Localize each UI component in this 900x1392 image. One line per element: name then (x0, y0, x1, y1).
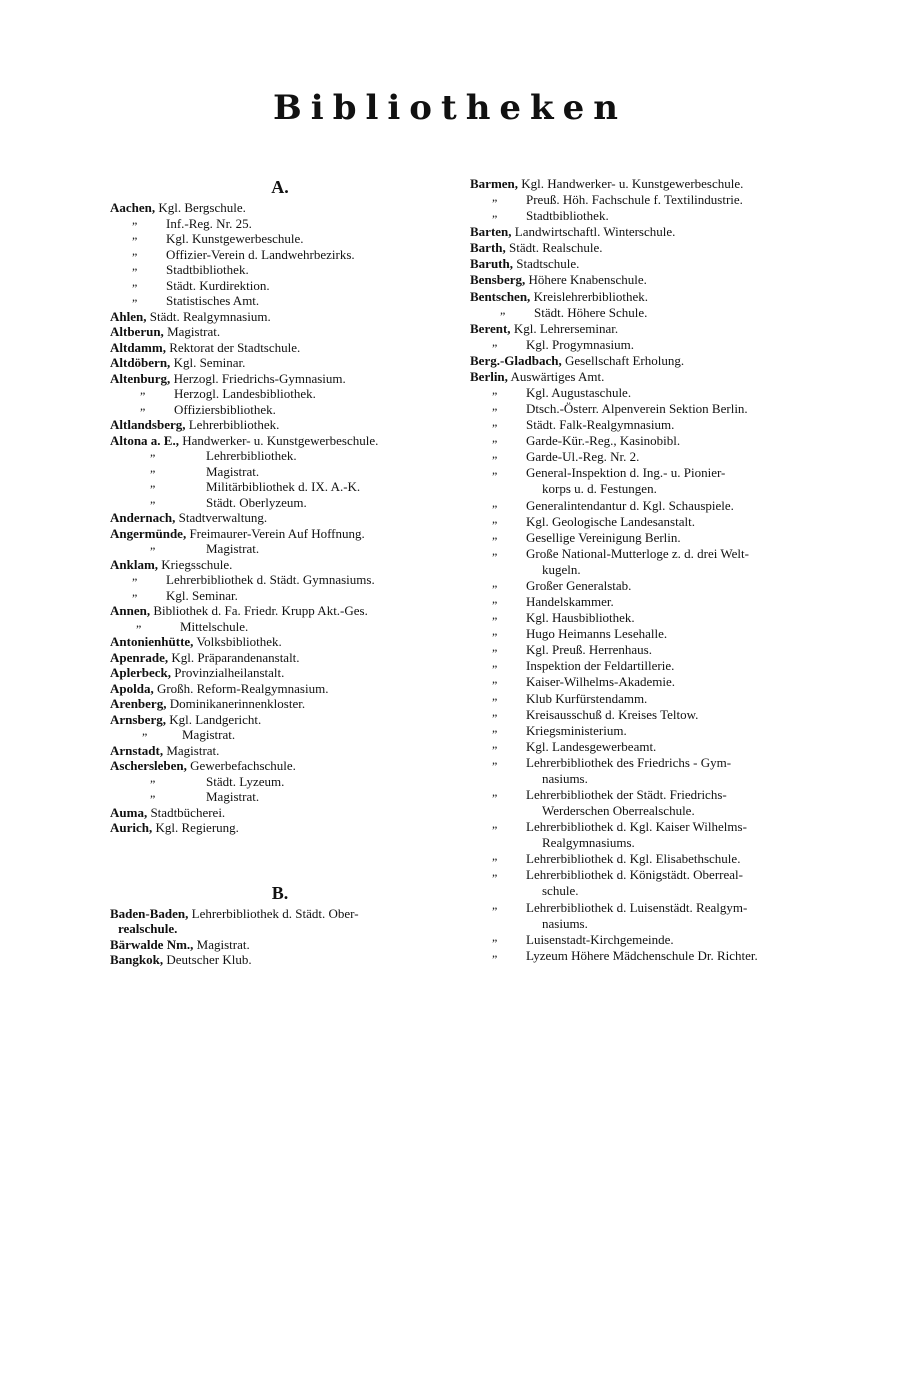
library-entry (470, 240, 815, 256)
library-entry (470, 916, 815, 932)
ditto-mark: ” (132, 249, 138, 264)
ditto-mark: ” (492, 212, 498, 227)
institution-name: Werderschen Oberrealschule. (542, 803, 695, 819)
city-name: Arnsberg, (110, 711, 166, 727)
library-entry (470, 883, 815, 899)
city-name: Anklam, (110, 556, 159, 572)
ditto-mark: ” (492, 196, 498, 211)
ditto-mark: ” (492, 726, 498, 741)
institution-name: Landwirtschaftl. Winterschule. (514, 224, 676, 240)
ditto-mark: ” (136, 621, 142, 636)
library-entry (470, 465, 815, 484)
institution-name: Garde-Ul.-Reg. Nr. 2. (526, 449, 640, 465)
institution-name: Städt. Realschule. (509, 240, 603, 256)
ditto-mark: ” (150, 497, 156, 512)
library-entry (470, 626, 815, 645)
library-entry (470, 385, 815, 404)
institution-name: Lehrerbibliothek d. Luisenstädt. Realgym- (526, 899, 748, 915)
institution-name: Inspektion der Feldartillerie. (526, 658, 675, 674)
city-name: Altenburg, (110, 370, 171, 386)
city-name: Altdöbern, (110, 355, 171, 370)
ditto-mark: ” (150, 544, 156, 558)
letter-heading: A. (271, 177, 289, 197)
city-name: Arenberg, (110, 696, 167, 711)
institution-name: Provinzialheilanstalt. (174, 665, 285, 680)
ditto-mark: ” (492, 935, 498, 950)
library-entry (110, 727, 450, 743)
library-entry (470, 305, 815, 321)
library-entry (470, 272, 815, 288)
city-name: Apolda, (110, 680, 154, 696)
library-entry (110, 820, 450, 836)
library-entry (110, 758, 450, 774)
ditto-mark: ” (150, 466, 156, 481)
institution-name: Städt. Oberlyzeum. (206, 494, 307, 510)
library-entry (110, 619, 450, 635)
library-entry (110, 603, 450, 619)
library-entry (110, 921, 450, 937)
city-name: Aplerbeck, (110, 665, 172, 680)
city-name: Arnstadt, (110, 742, 164, 758)
city-name: Altona a. E., (110, 432, 179, 448)
library-entry (110, 937, 450, 953)
library-entry (470, 369, 815, 385)
institution-name: Kriegsschule. (161, 556, 233, 572)
right-column (470, 176, 815, 964)
ditto-mark: ” (492, 405, 498, 420)
library-entry (110, 278, 450, 294)
library-entry (110, 526, 450, 542)
ditto-mark: ” (492, 598, 498, 613)
library-entry (470, 610, 815, 629)
institution-name: Stadtverwaltung. (178, 510, 268, 525)
city-name: Barth, (470, 240, 506, 256)
page-title: Bibliotheken (273, 88, 627, 128)
library-entry (470, 674, 815, 693)
library-entry (110, 386, 450, 402)
library-entry (470, 771, 815, 787)
library-entry (470, 658, 815, 677)
library-entry (110, 433, 450, 449)
library-entry (470, 514, 815, 530)
institution-name: Kgl. Landesgewerbeamt. (526, 738, 657, 754)
institution-name: Hugo Heimanns Lesehalle. (526, 626, 668, 642)
left-column (110, 176, 450, 968)
institution-name: Lehrerbibliothek. (206, 448, 297, 463)
institution-name: Handwerker- u. Kunstgewerbeschule. (182, 432, 379, 448)
institution-name: Rektorat der Stadtschule. (169, 339, 301, 355)
city-name: Aurich, (110, 820, 153, 835)
library-entry (470, 353, 815, 369)
institution-name: Statistisches Amt. (166, 293, 260, 308)
institution-name: Offiziersbibliothek. (174, 401, 276, 417)
ditto-mark: ” (492, 678, 498, 693)
institution-name: Stadtschule. (516, 256, 580, 272)
city-name: Berent, (470, 320, 511, 336)
library-entry (110, 557, 450, 573)
library-entry (110, 371, 450, 387)
ditto-mark: ” (132, 280, 138, 295)
library-entry (110, 464, 450, 480)
institution-name: Volksbibliothek. (196, 634, 282, 649)
institution-name: Lehrerbibliothek. (188, 417, 280, 432)
library-entry (470, 208, 815, 227)
institution-name: Städt. Realgymnasium. (149, 308, 271, 324)
institution-name: Städt. Kurdirektion. (166, 277, 270, 293)
library-entry (470, 417, 815, 436)
institution-name: Magistrat. (182, 727, 236, 742)
ditto-mark: ” (492, 630, 498, 645)
library-entry (110, 588, 450, 604)
ditto-mark: ” (492, 517, 498, 532)
ditto-mark: ” (492, 469, 498, 484)
library-entry (110, 309, 450, 325)
library-entry (470, 449, 815, 468)
library-entry (470, 948, 815, 964)
library-entry (110, 634, 450, 650)
institution-name: Magistrat. (167, 324, 221, 339)
city-name: Antonienhütte, (110, 634, 194, 649)
city-name: Ahlen, (110, 308, 147, 324)
city-name: Bärwalde Nm., (110, 936, 194, 952)
library-entry (470, 401, 815, 420)
city-name: Baden-Baden, (110, 905, 189, 921)
library-entry (470, 867, 815, 886)
library-entry (110, 650, 450, 666)
library-entry (470, 723, 815, 739)
ditto-mark: ” (492, 437, 498, 452)
library-entry (110, 789, 450, 805)
ditto-mark: ” (150, 482, 156, 496)
library-entry (470, 578, 815, 594)
institution-name: Kreislehrerbibliothek. (533, 288, 648, 304)
ditto-mark: ” (142, 730, 148, 744)
ditto-mark: ” (132, 296, 138, 310)
institution-name: Magistrat. (166, 742, 220, 758)
ditto-mark: ” (492, 421, 498, 436)
institution-name: Gesellige Vereinigung Berlin. (526, 529, 681, 545)
library-entry (470, 835, 815, 851)
city-name: Auma, (110, 804, 148, 820)
library-entry (110, 681, 450, 697)
institution-name: Lehrerbibliothek der Städt. Friedrichs- (526, 786, 727, 802)
institution-name: Kgl. Seminar. (166, 587, 238, 603)
library-entry (110, 906, 450, 922)
ditto-mark: ” (132, 575, 138, 589)
institution-name: Lehrerbibliothek d. Kgl. Kaiser Wilhelms- (526, 819, 747, 835)
letter-heading: B. (271, 882, 289, 903)
institution-name: Generalintendantur d. Kgl. Schauspiele. (526, 497, 734, 513)
institution-name: Kgl. Geologische Landesanstalt. (526, 513, 695, 529)
city-name: Bensberg, (470, 272, 526, 288)
library-entry (110, 774, 450, 790)
library-entry (470, 321, 815, 337)
ditto-mark: ” (492, 581, 498, 596)
city-name: Barmen, (470, 176, 519, 191)
institution-name: Stadtbücherei. (150, 804, 226, 820)
library-entry (470, 481, 815, 497)
library-entry (110, 417, 450, 433)
institution-name: Höhere Knabenschule. (528, 272, 647, 288)
library-entry (470, 803, 815, 819)
city-name: Apenrade, (110, 649, 169, 665)
library-entry (110, 510, 450, 526)
city-name: Altlandsberg, (110, 417, 186, 432)
ditto-mark: ” (492, 340, 498, 355)
institution-name: Stadtbibliothek. (166, 262, 249, 277)
institution-name: Militärbibliothek d. IX. A.-K. (206, 479, 361, 494)
institution-name: Kgl. Seminar. (173, 355, 246, 370)
library-entry (470, 755, 815, 771)
ditto-mark: ” (492, 710, 498, 725)
institution-name: Magistrat. (196, 936, 250, 952)
library-entry (470, 337, 815, 353)
ditto-mark: ” (492, 790, 498, 805)
institution-name: Kgl. Preuß. Herrenhaus. (526, 642, 652, 658)
ditto-mark: ” (132, 265, 138, 279)
library-entry (470, 594, 815, 613)
institution-name: Kgl. Präparandenanstalt. (171, 649, 300, 665)
library-entry (110, 324, 450, 340)
institution-name: Kreisausschuß d. Kreises Teltow. (526, 706, 699, 722)
institution-name: Kgl. Landgericht. (169, 711, 262, 727)
institution-name: Handelskammer. (526, 594, 614, 610)
institution-name: realschule. (118, 921, 178, 936)
library-entry (470, 256, 815, 272)
institution-name: Kgl. Kunstgewerbeschule. (166, 231, 304, 246)
ditto-mark: ” (140, 404, 146, 419)
ditto-mark: ” (492, 662, 498, 677)
ditto-mark: ” (140, 389, 146, 403)
institution-name: Dtsch.-Österr. Alpenverein Sektion Berlin. (526, 401, 748, 417)
institution-name: Gewerbefachschule. (190, 758, 296, 773)
institution-name: Deutscher Klub. (166, 952, 252, 967)
institution-name: Großer Generalstab. (526, 577, 632, 593)
ditto-mark: ” (492, 742, 498, 757)
library-entry (470, 900, 815, 916)
institution-name: Freimaurer-Verein Auf Hoffnung. (189, 525, 365, 541)
library-entry (470, 224, 815, 240)
library-entry (110, 402, 450, 418)
library-entry (110, 665, 450, 681)
city-name: Annen, (110, 603, 151, 618)
institution-name: Kgl. Bergschule. (158, 200, 246, 215)
institution-name: Magistrat. (206, 789, 260, 804)
institution-name: Große National-Mutterloge z. d. drei Welt- (526, 545, 749, 561)
library-entry (470, 176, 815, 192)
library-entry (110, 479, 450, 495)
institution-name: Städt. Höhere Schule. (534, 304, 648, 320)
ditto-mark: ” (492, 646, 498, 661)
institution-name: kugeln. (542, 561, 581, 577)
ditto-mark: ” (132, 234, 138, 248)
city-name: Altdamm, (110, 339, 166, 355)
institution-name: Dominikanerinnenkloster. (169, 696, 306, 711)
city-name: Angermünde, (110, 525, 187, 541)
library-entry (470, 819, 815, 838)
ditto-mark: ” (492, 694, 498, 709)
library-entry (110, 696, 450, 712)
library-entry (110, 805, 450, 821)
ditto-mark: ” (492, 533, 498, 548)
institution-name: korps u. d. Festungen. (542, 481, 657, 497)
institution-name: Lehrerbibliothek d. Kgl. Elisabethschule. (526, 851, 741, 867)
institution-name: Kgl. Lehrerseminar. (513, 320, 619, 336)
library-entry (110, 200, 450, 216)
library-entry (110, 247, 450, 263)
library-entry (470, 932, 815, 948)
institution-name: Großh. Reform-Realgymnasium. (156, 680, 329, 696)
institution-name: Gesellschaft Erholung. (564, 352, 685, 368)
city-name: Berlin, (470, 368, 508, 384)
library-entry (110, 952, 450, 968)
institution-name: Herzogl. Friedrichs-Gymnasium. (173, 370, 346, 386)
city-name: Andernach, (110, 510, 176, 525)
ditto-mark: ” (132, 590, 138, 605)
institution-name: Städt. Falk-Realgymnasium. (526, 417, 675, 433)
institution-name: Lehrerbibliothek d. Städt. Gymnasiums. (166, 572, 375, 587)
city-name: Baruth, (470, 256, 513, 272)
institution-name: Garde-Kür.-Reg., Kasinobibl. (526, 433, 681, 449)
city-name: Altberun, (110, 324, 164, 339)
library-entry (110, 340, 450, 356)
library-entry (110, 495, 450, 511)
institution-name: Preuß. Höh. Fachschule f. Textilindustrie. (526, 192, 743, 208)
library-entry (470, 787, 815, 803)
institution-name: Magistrat. (206, 541, 260, 556)
institution-name: Realgymnasiums. (542, 835, 635, 851)
city-name: Aschersleben, (110, 758, 187, 773)
institution-name: Kgl. Regierung. (155, 820, 239, 835)
city-name: Aachen, (110, 200, 156, 215)
institution-name: Bibliothek d. Fa. Friedr. Krupp Akt.-Ges. (153, 603, 368, 618)
ditto-mark: ” (150, 776, 156, 791)
library-entry (110, 216, 450, 232)
ditto-mark: ” (492, 501, 498, 516)
library-entry (470, 192, 815, 211)
institution-name: Kriegsministerium. (526, 722, 627, 738)
institution-name: Lehrerbibliothek d. Königstädt. Oberreal- (526, 867, 743, 883)
ditto-mark: ” (492, 614, 498, 629)
institution-name: Lehrerbibliothek des Friedrichs - Gym- (526, 754, 732, 770)
library-entry (110, 293, 450, 309)
city-name: Barten, (470, 224, 512, 240)
library-entry (110, 572, 450, 588)
library-entry (470, 739, 815, 755)
institution-name: Kaiser-Wilhelms-Akademie. (526, 674, 676, 690)
institution-name: nasiums. (542, 770, 588, 786)
institution-name: Herzogl. Landesbibliothek. (174, 386, 316, 401)
ditto-mark: ” (500, 308, 506, 323)
ditto-mark: ” (492, 549, 498, 564)
library-entry (470, 707, 815, 723)
institution-name: Kgl. Augustaschule. (526, 385, 632, 401)
ditto-mark: ” (492, 951, 498, 966)
institution-name: Stadtbibliothek. (526, 208, 609, 224)
institution-name: Kgl. Progymnasium. (526, 336, 634, 352)
ditto-mark: ” (150, 451, 156, 465)
ditto-mark: ” (492, 758, 498, 773)
ditto-mark: ” (492, 823, 498, 838)
ditto-mark: ” (150, 792, 156, 806)
library-entry (110, 355, 450, 371)
ditto-mark: ” (492, 903, 498, 918)
institution-name: Offizier-Verein d. Landwehrbezirks. (166, 246, 355, 262)
library-entry (470, 851, 815, 870)
section-gap (110, 836, 450, 882)
library-entry (470, 530, 815, 546)
ditto-mark: ” (492, 453, 498, 468)
library-entry (110, 262, 450, 278)
institution-name: Magistrat. (206, 463, 260, 479)
library-entry (110, 743, 450, 759)
city-name: Bentschen, (470, 288, 531, 304)
library-entry (470, 289, 815, 305)
institution-name: General-Inspektion d. Ing.- u. Pionier- (526, 465, 726, 481)
library-entry (470, 546, 815, 562)
institution-name: schule. (542, 883, 579, 899)
library-entry (470, 433, 815, 452)
city-name: Bangkok, (110, 952, 164, 967)
institution-name: Mittelschule. (180, 618, 249, 634)
library-entry (470, 498, 815, 514)
library-entry (110, 231, 450, 247)
institution-name: Inf.-Reg. Nr. 25. (166, 215, 252, 231)
library-entry (470, 562, 815, 578)
institution-name: Städt. Lyzeum. (206, 773, 285, 789)
library-entry (470, 691, 815, 707)
institution-name: Auswärtiges Amt. (510, 368, 605, 384)
library-entry (110, 712, 450, 728)
ditto-mark: ” (492, 855, 498, 870)
ditto-mark: ” (492, 389, 498, 404)
library-entry (110, 541, 450, 557)
library-entry (110, 448, 450, 464)
institution-name: Kgl. Hausbibliothek. (526, 610, 635, 626)
city-name: Berg.-Gladbach, (470, 352, 562, 368)
institution-name: Lehrerbibliothek d. Städt. Ober- (191, 905, 359, 921)
institution-name: Lyzeum Höhere Mädchenschule Dr. Richter. (526, 947, 758, 963)
institution-name: Klub Kurfürstendamm. (526, 690, 648, 706)
ditto-mark: ” (492, 871, 498, 886)
ditto-mark: ” (132, 218, 138, 233)
institution-name: Kgl. Handwerker- u. Kunstgewerbeschule. (521, 176, 744, 191)
library-entry (470, 642, 815, 661)
institution-name: nasiums. (542, 915, 588, 931)
institution-name: Luisenstadt-Kirchgemeinde. (526, 931, 674, 947)
